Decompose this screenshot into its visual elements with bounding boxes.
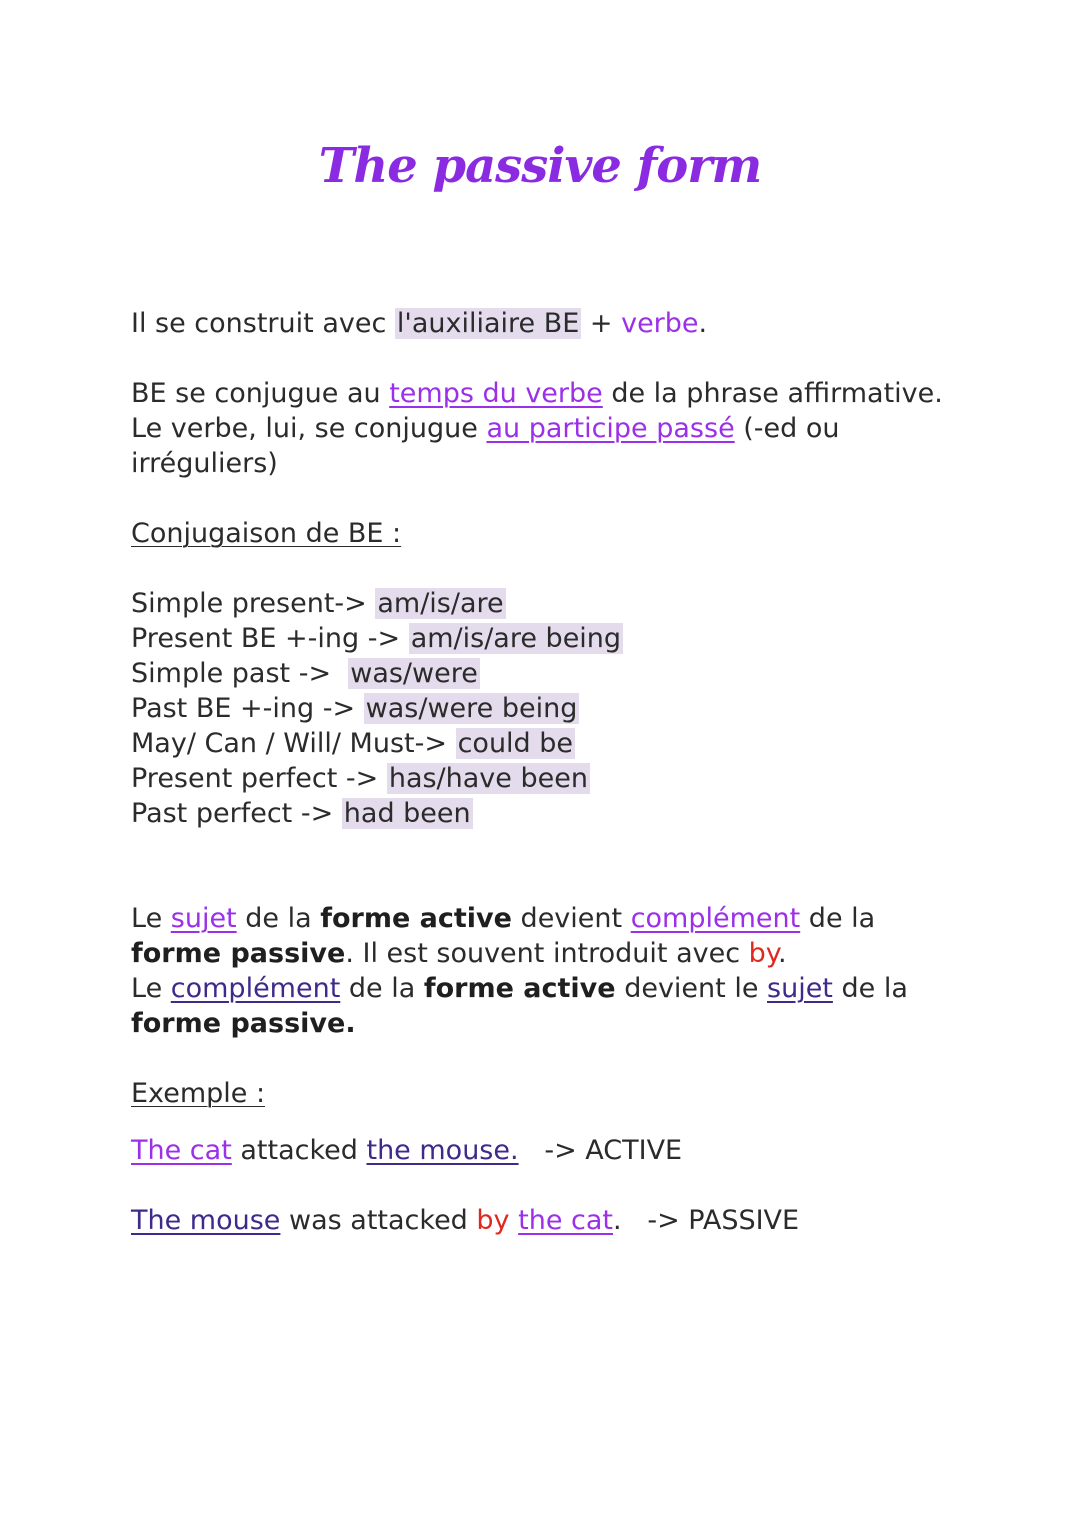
intro-text: (-ed ou irréguliers) — [131, 413, 840, 479]
complement-word: complément — [630, 903, 801, 934]
intro-text: + — [581, 308, 622, 339]
tense-label: Simple past -> — [131, 658, 349, 689]
intro-text: Il se construit avec — [131, 308, 395, 339]
rule-text: de la — [832, 973, 908, 1004]
conjugaison-row — [131, 586, 951, 621]
rule-paragraph-2 — [131, 971, 951, 1041]
sujet-word: sujet — [170, 903, 237, 934]
intro-paragraph-2 — [131, 376, 951, 411]
rule-paragraph-1 — [131, 901, 951, 971]
rule-text: de la — [340, 973, 424, 1004]
tense-label: Past perfect -> — [131, 798, 342, 829]
rule-text: Le — [131, 903, 171, 934]
sujet-word: sujet — [767, 973, 833, 1004]
intro-text: BE se conjugue au — [131, 378, 390, 409]
tense-label: Simple present-> — [131, 588, 376, 619]
example-verb: attacked — [231, 1135, 367, 1166]
active-tag: -> ACTIVE — [518, 1135, 683, 1166]
passive-tag: -> PASSIVE — [621, 1205, 800, 1236]
example-passive — [131, 1203, 951, 1238]
conjugaison-row — [131, 796, 951, 831]
example-object: the mouse. — [366, 1135, 519, 1166]
conjugaison-list — [131, 586, 951, 831]
example-verb: was attacked — [280, 1205, 477, 1236]
conjugaison-row — [131, 691, 951, 726]
complement-word: complément — [170, 973, 341, 1004]
intro-text: de la phrase affirmative. — [602, 378, 943, 409]
intro-paragraph-1 — [131, 306, 951, 341]
page-title: The passive form — [318, 138, 762, 194]
forme-active-bold: forme active — [423, 973, 616, 1004]
by-word: by — [748, 938, 778, 969]
temps-du-verbe-link: temps du verbe — [389, 378, 603, 409]
tense-value: am/is/are being — [410, 623, 622, 654]
forme-passive-bold: forme passive — [131, 938, 346, 969]
conjugaison-row — [131, 761, 951, 796]
tense-value: am/is/are — [377, 588, 504, 619]
tense-label: Past BE +-ing -> — [131, 693, 364, 724]
by-word: by — [476, 1205, 510, 1236]
rule-text: devient — [511, 903, 631, 934]
example-subject: The cat — [131, 1135, 232, 1166]
example-subject: The mouse — [131, 1205, 281, 1236]
rule-text: de la — [236, 903, 321, 934]
intro-text: . — [698, 308, 708, 339]
rule-text: . Il est souvent introduit avec — [345, 938, 749, 969]
exemple-heading: Exemple : — [131, 1078, 266, 1109]
intro-paragraph-3 — [131, 411, 951, 481]
tense-label: May/ Can / Will/ Must-> — [131, 728, 456, 759]
example-agent: the cat — [518, 1205, 613, 1236]
conjugaison-row — [131, 726, 951, 761]
forme-passive-bold: forme passive. — [131, 1008, 356, 1039]
highlight-auxiliaire: l'auxiliaire BE — [396, 308, 580, 339]
rule-text: devient le — [615, 973, 768, 1004]
participe-passe-link: au participe passé — [486, 413, 735, 444]
document-body — [131, 306, 951, 1238]
conjugaison-row — [131, 656, 951, 691]
tense-value: was/were being — [365, 693, 578, 724]
example-dot: . — [613, 1205, 622, 1236]
forme-active-bold: forme active — [320, 903, 512, 934]
tense-value: could be — [457, 728, 574, 759]
tense-label: Present BE +-ing -> — [131, 623, 409, 654]
rule-text: Le — [131, 973, 171, 1004]
verbe-word: verbe — [621, 308, 699, 339]
tense-value: has/have been — [388, 763, 588, 794]
tense-value: was/were — [350, 658, 478, 689]
tense-label: Present perfect -> — [131, 763, 387, 794]
rule-text: de la — [800, 903, 876, 934]
rule-text: . — [777, 938, 787, 969]
tense-value: had been — [343, 798, 471, 829]
example-active — [131, 1133, 951, 1168]
conjugaison-row — [131, 621, 951, 656]
conjugaison-heading: Conjugaison de BE : — [131, 518, 402, 549]
intro-text: Le verbe, lui, se conjugue — [131, 413, 487, 444]
